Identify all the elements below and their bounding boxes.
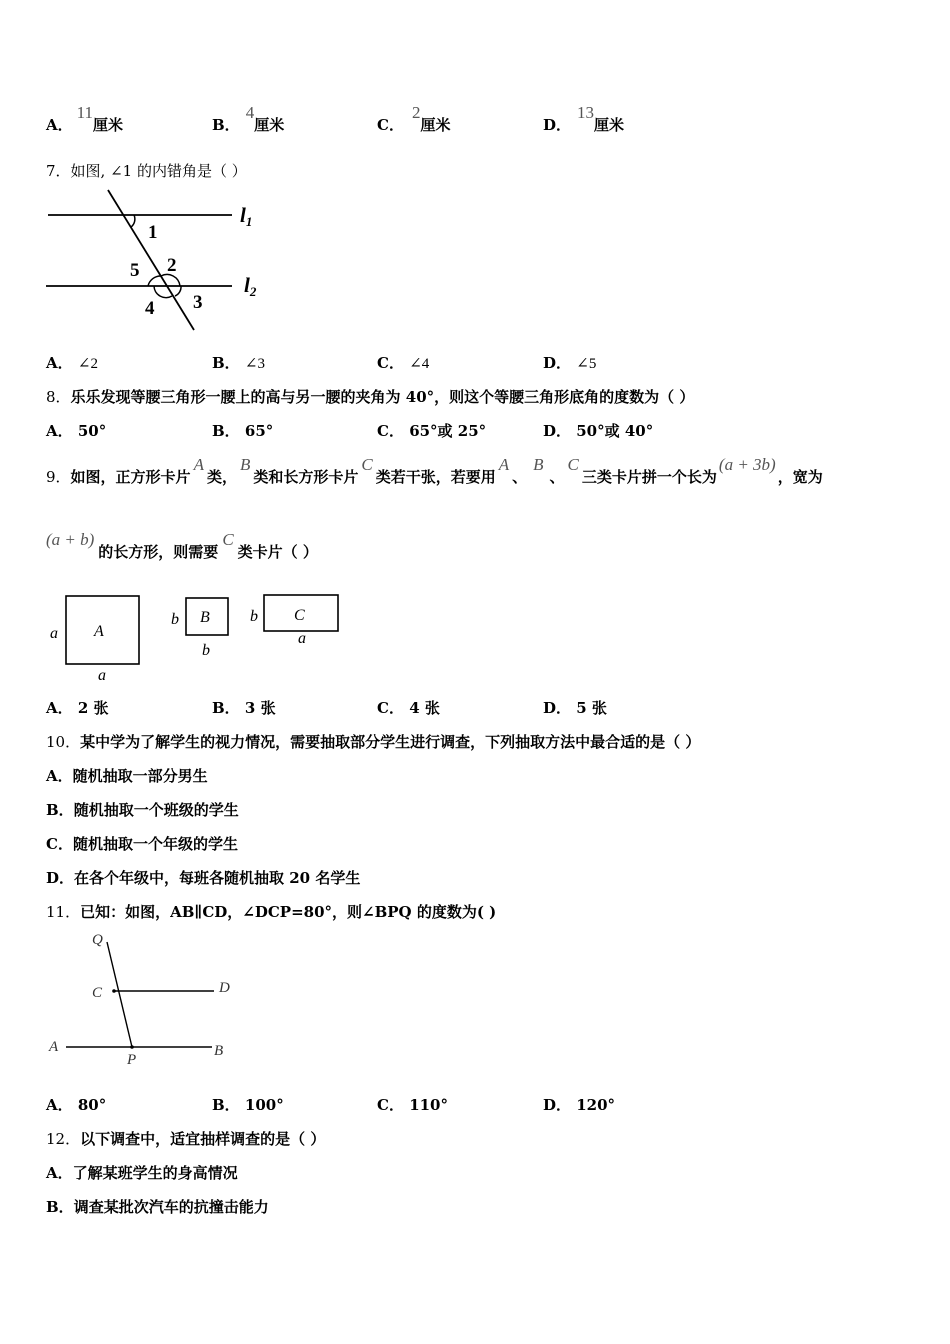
- q7-label-4: 4: [145, 298, 155, 319]
- q6-option-d: D．13厘米: [543, 103, 625, 134]
- q8-option-a: A． 50°: [46, 422, 107, 440]
- q7-label-l1: l1: [240, 203, 253, 229]
- q11-figure: [44, 928, 244, 1073]
- q9-option-c: C． 4 张: [377, 699, 440, 717]
- q7-figure: [44, 188, 274, 333]
- q7-arc-3: [175, 286, 181, 296]
- q7-stem: 7．如图, ∠1 的内错角是（ ）: [46, 162, 247, 180]
- q7-label-1: 1: [148, 222, 158, 243]
- q9-option-a: A． 2 张: [46, 699, 109, 717]
- q7-arc-5: [148, 276, 161, 286]
- q11-line-qp: [107, 942, 132, 1047]
- q11-point-c: [112, 989, 116, 993]
- q6-option-a: A．11厘米: [46, 103, 124, 134]
- q9-card-c-label: C: [294, 607, 305, 624]
- q7-option-a: A． ∠2: [46, 354, 98, 372]
- q9-card-b-side-bottom: b: [202, 642, 210, 659]
- q6-option-a-value: 11: [76, 103, 94, 122]
- q10-option-c: C．随机抽取一个年级的学生: [46, 835, 238, 853]
- q10-option-d: D．在各个年级中，每班各随机抽取 20 名学生: [46, 869, 361, 887]
- q9-card-c-side-left: b: [250, 608, 258, 625]
- q12-option-b: B．调查某批次汽车的抗撞击能力: [46, 1198, 269, 1216]
- q9-card-b-label: B: [200, 609, 210, 626]
- q10-stem: 10．某中学为了解学生的视力情况，需要抽取部分学生进行调查，下列抽取方法中最合适的是（ ）: [46, 733, 701, 751]
- q7-label-5: 5: [130, 260, 140, 281]
- q7-option-c: C． ∠4: [377, 354, 430, 372]
- q10-option-b: B．随机抽取一个班级的学生: [46, 801, 239, 819]
- q9-stem-line2: (a + b)的长方形，则需要C类卡片（ ）: [46, 530, 318, 561]
- q7-label-3: 3: [193, 292, 203, 313]
- q7-arc-1: [131, 215, 135, 227]
- q11-label-d: D: [219, 980, 230, 996]
- q8-stem: 8．乐乐发现等腰三角形一腰上的高与另一腰的夹角为 40°，则这个等腰三角形底角的度数为（ ）: [46, 388, 695, 406]
- q11-stem: 11．已知：如图，AB∥CD，∠DCP=80°，则∠BPQ 的度数为( ): [46, 903, 497, 921]
- q11-label-c: C: [92, 985, 103, 1001]
- q9-card-a-label: A: [94, 623, 104, 640]
- q9-option-d: D． 5 张: [543, 699, 607, 717]
- q6-option-c-value: 2: [411, 103, 421, 122]
- q6-option-c: C．2厘米: [377, 103, 451, 134]
- q7-label-2: 2: [167, 255, 177, 276]
- q8-option-d: D． 50°或 40°: [543, 422, 654, 440]
- q9-card-c-side-bottom: a: [298, 630, 306, 647]
- q7-label-l2: l2: [244, 273, 257, 299]
- q9-option-b: B． 3 张: [212, 699, 276, 717]
- q9-stem-line1: 9．如图，正方形卡片A类，B类和长方形卡片C类若干张，若要用A、B、C三类卡片拼一个长为(a + 3b)，宽为: [46, 455, 823, 486]
- q9-card-a-side-left: a: [50, 625, 58, 642]
- q6-option-b: B．4厘米: [212, 103, 285, 134]
- q6-option-b-value: 4: [245, 103, 255, 122]
- q10-option-a: A．随机抽取一部分男生: [46, 767, 208, 785]
- q11-option-b: B． 100°: [212, 1096, 284, 1114]
- q8-option-b: B． 65°: [212, 422, 274, 440]
- q7-option-b: B． ∠3: [212, 354, 265, 372]
- q12-option-a: A．了解某班学生的身高情况: [46, 1164, 238, 1182]
- q9-card-a-side-bottom: a: [98, 667, 106, 684]
- q11-option-c: C． 110°: [377, 1096, 448, 1114]
- q11-option-d: D． 120°: [543, 1096, 616, 1114]
- q9-card-b-side-left: b: [171, 611, 179, 628]
- q6-option-d-value: 13: [577, 103, 595, 122]
- q8-option-c: C． 65°或 25°: [377, 422, 487, 440]
- q9-figure: [44, 590, 354, 685]
- q12-stem: 12．以下调查中，适宜抽样调查的是（ ）: [46, 1130, 326, 1148]
- q7-option-d: D． ∠5: [543, 354, 597, 372]
- q7-arc-4: [154, 286, 172, 298]
- q11-label-a: A: [49, 1039, 59, 1055]
- q11-point-p: [130, 1045, 134, 1049]
- q11-label-b: B: [214, 1043, 224, 1059]
- q11-label-q: Q: [92, 932, 103, 948]
- q11-option-a: A． 80°: [46, 1096, 107, 1114]
- q11-label-p: P: [127, 1052, 137, 1068]
